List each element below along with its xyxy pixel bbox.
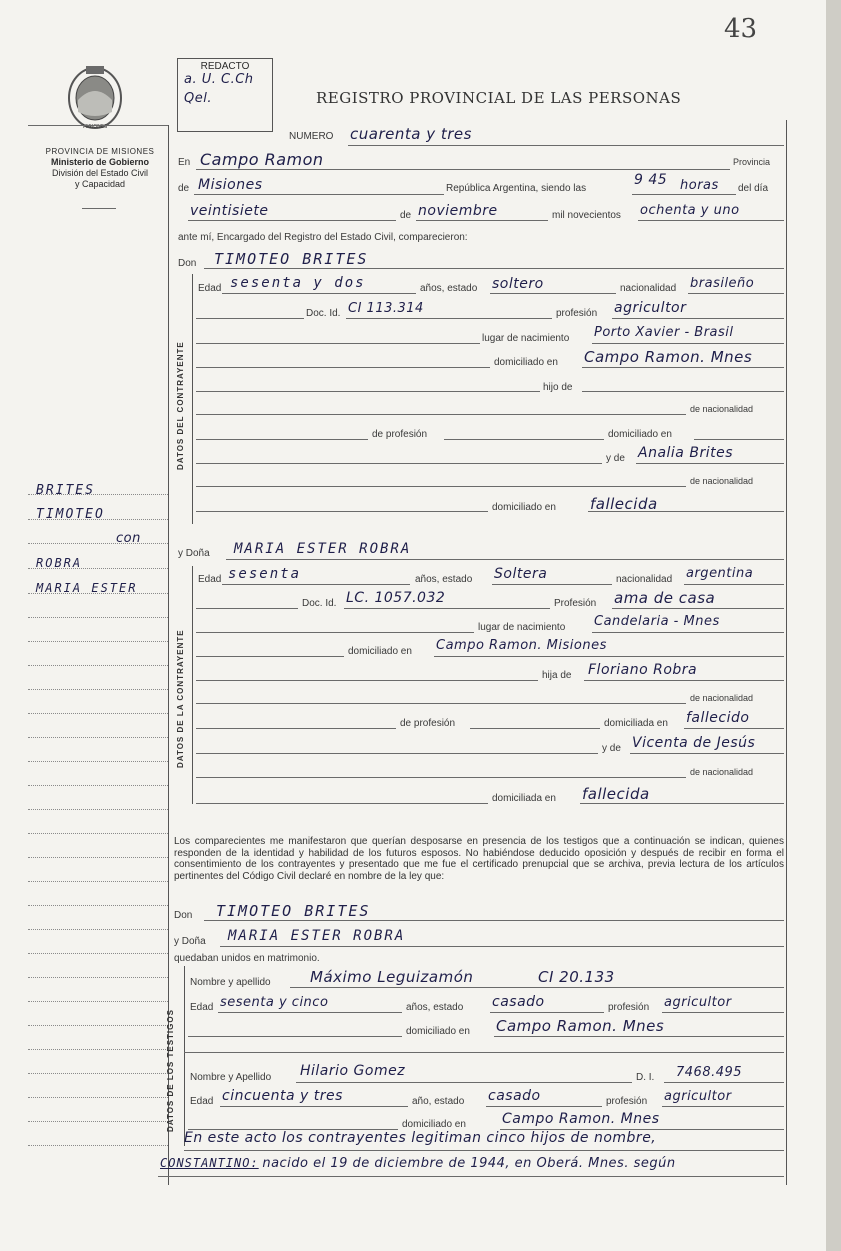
bride-lugar-label: lugar de nacimiento <box>478 622 566 633</box>
groom-estado-value: soltero <box>492 276 544 292</box>
bride-domiciliada-label: domiciliada en <box>604 718 668 729</box>
groom-domiciliado-en-label: domiciliado en <box>608 429 672 440</box>
w2-dom-label: domiciliado en <box>402 1119 466 1130</box>
ante-text: ante mí, Encargado del Registro del Estado Civil, comparecieron: <box>178 232 468 243</box>
month-value: noviembre <box>418 203 498 219</box>
bride-nac-label-2: de nacionalidad <box>690 767 754 777</box>
margin-top-rule <box>28 125 168 126</box>
w2-profesion-value: agricultor <box>664 1089 732 1104</box>
w1-profesion-value: agricultor <box>664 995 732 1010</box>
bride-nacionalidad-label: nacionalidad <box>616 574 673 585</box>
bride-profesion-value: ama de casa <box>614 589 716 607</box>
republica-label: República Argentina, siendo las <box>446 183 587 194</box>
note-line-2 <box>160 1155 676 1171</box>
numero-label: NUMERO <box>289 131 334 142</box>
groom-profesion-label: profesión <box>556 308 598 319</box>
w1-anos-label: años, estado <box>406 1002 464 1013</box>
w1-nombre-label: Nombre y apellido <box>190 977 271 988</box>
groom-nac-label: de nacionalidad <box>690 404 754 414</box>
w2-estado-value: casado <box>488 1088 541 1104</box>
groom-nacionalidad-label: nacionalidad <box>620 283 677 294</box>
redacto-note-2: Qel. <box>184 91 212 106</box>
w2-profesion-label: profesión <box>606 1096 648 1107</box>
right-border <box>786 120 787 1185</box>
groom-nac-label-2: de nacionalidad <box>690 476 754 486</box>
quedaban-text: quedaban unidos en matrimonio. <box>174 953 320 964</box>
bride-edad-label: Edad <box>198 574 222 585</box>
bride-side-label: DATOS DE LA CONTRAYENTE <box>176 629 185 768</box>
bride-nacionalidad-value: argentina <box>686 566 754 581</box>
w2-nombre-label: Nombre y Apellido <box>190 1072 272 1083</box>
w2-dom-value: Campo Ramon. Mnes <box>502 1111 660 1127</box>
margin-name-1: BRITES <box>36 483 95 498</box>
groom-domicilio-label: domiciliado en <box>494 357 558 368</box>
groom-nacionalidad-value: brasileño <box>690 276 755 291</box>
groom-de-profesion-label: de profesión <box>372 429 428 440</box>
bride-estado-value: Soltera <box>494 566 548 582</box>
groom-y-de-label: y de <box>606 453 625 464</box>
w2-di-label: D. I. <box>636 1072 655 1083</box>
w2-anos-label: año, estado <box>412 1096 465 1107</box>
groom-section-rule <box>192 274 193 524</box>
margin-name-3: con <box>116 531 141 546</box>
office-division: División del Estado Civil <box>51 168 149 178</box>
place-value: Campo Ramon <box>200 150 324 169</box>
groom-anos-label: años, estado <box>420 283 478 294</box>
de-label: de <box>178 183 190 194</box>
page-number: 43 <box>724 14 758 44</box>
decl-bride-name: MARIA ESTER ROBRA <box>228 928 406 944</box>
decl-don-label: Don <box>174 910 193 921</box>
day-value: veintisiete <box>190 203 269 219</box>
registry-title: REGISTRO PROVINCIAL DE LAS PERSONAS <box>316 89 682 107</box>
bride-doc-label: Doc. Id. <box>302 598 337 609</box>
w1-profesion-label: profesión <box>608 1002 650 1013</box>
hour-value: 9 45 <box>634 172 668 188</box>
horas-value: horas <box>680 178 719 193</box>
bride-anos-label: años, estado <box>415 574 473 585</box>
bride-domicilio-label: domiciliado en <box>348 646 412 657</box>
bride-section-rule <box>192 566 193 804</box>
groom-name: TIMOTEO BRITES <box>214 250 369 268</box>
groom-profesion-value: agricultor <box>614 300 687 316</box>
bride-lugar-value: Candelaria - Mnes <box>594 614 720 629</box>
margin-name-4: ROBRA <box>36 556 83 570</box>
bride-mother-dom-value: fallecida <box>582 785 650 803</box>
note-child-name: CONSTANTINO: <box>160 1156 259 1170</box>
office-divider <box>82 208 116 209</box>
redacto-label: REDACTO <box>200 61 250 72</box>
decl-groom-name: TIMOTEO BRITES <box>216 902 371 920</box>
redacto-box <box>177 58 273 132</box>
w1-dom-label: domiciliado en <box>406 1026 470 1037</box>
note-line-1: En este acto los contrayentes legitiman cinco hijos de nombre, <box>184 1130 657 1146</box>
groom-doc-label: Doc. Id. <box>306 308 341 319</box>
groom-mother-value: Analia Brites <box>638 445 733 461</box>
w1-dom-value: Campo Ramon. Mnes <box>496 1017 665 1035</box>
provincia-label: Provincia <box>733 157 771 167</box>
numero-value: cuarenta y tres <box>350 125 472 143</box>
bride-hija-label: hija de <box>542 670 572 681</box>
en-label: En <box>178 157 191 168</box>
witness-section-rule <box>184 966 185 1146</box>
bride-profesion-label: Profesión <box>554 598 597 609</box>
groom-side-label: DATOS DEL CONTRAYENTE <box>176 341 185 470</box>
bride-name: MARIA ESTER ROBRA <box>234 541 412 557</box>
w2-di-value: 7468.495 <box>676 1065 743 1080</box>
groom-lugar-label: lugar de nacimiento <box>482 333 570 344</box>
note-child-details: nacido el 19 de diciembre de 1944, en Oberá. Mnes. según <box>262 1156 676 1171</box>
groom-edad-value: sesenta y dos <box>230 275 366 291</box>
bride-dona-label: y Doña <box>178 548 210 559</box>
bride-edad-value: sesenta <box>228 566 302 582</box>
w1-edad-value: sesenta y cinco <box>220 995 329 1010</box>
witness-side-label: DATOS DE LOS TESTIGOS <box>166 1009 175 1132</box>
w1-edad-label: Edad <box>190 1002 214 1013</box>
page-edge <box>826 0 841 1251</box>
bride-domiciliada-label-2: domiciliada en <box>492 793 556 804</box>
year-value: ochenta y uno <box>640 203 740 218</box>
del-dia-label: del día <box>738 183 769 194</box>
bride-father-value: Floriano Robra <box>588 662 698 678</box>
margin-name-2: TIMOTEO <box>36 507 105 522</box>
bride-doc-value: LC. 1057.032 <box>346 590 446 606</box>
seal-text: MISIONES <box>82 124 108 130</box>
office-ministry: Ministerio de Gobierno <box>50 157 149 167</box>
groom-doc-value: CI 113.314 <box>348 301 424 316</box>
office-province: PROVINCIA DE MISIONES <box>45 147 155 156</box>
groom-hijo-label: hijo de <box>543 382 573 393</box>
bride-de-profesion-label: de profesión <box>400 718 456 729</box>
legal-statement: Los comparecientes me manifestaron que querían desposarse en presencia de los testigos que a continuación se indican, quienes responden de la identidad y habilidad de los futuros esposos. No habiéndose deducido oposición y después de recibir en forma el consentimiento de los contrayentes y presentado que me fue el certificado prenupcial que se archiva, previa lectura de los artículos pertinentes del Código Civil declaré en nombre de la ley que: <box>174 836 784 882</box>
bride-mother-value: Vicenta de Jesús <box>632 735 756 751</box>
office-capacity: y Capacidad <box>74 179 126 189</box>
decl-dona-label: y Doña <box>174 936 206 947</box>
w2-nombre-value: Hilario Gomez <box>300 1063 406 1079</box>
w1-ci-value: CI 20.133 <box>538 968 615 986</box>
province-value: Misiones <box>198 177 263 193</box>
groom-lugar-value: Porto Xavier - Brasil <box>594 325 734 340</box>
provincial-seal <box>64 60 126 132</box>
groom-domiciliado-label-2: domiciliado en <box>492 502 556 513</box>
redacto-note-1: a. U. C.Ch <box>184 72 254 87</box>
mil-label: mil novecientos <box>552 210 621 221</box>
bride-domicilio-value: Campo Ramon. Misiones <box>436 638 607 653</box>
groom-edad-label: Edad <box>198 283 222 294</box>
groom-mother-dom-value: fallecida <box>590 495 658 513</box>
bride-father-dom-value: fallecido <box>686 710 750 726</box>
margin-name-5: MARIA ESTER <box>36 581 138 595</box>
bride-y-de-label: y de <box>602 743 621 754</box>
bride-nac-label: de nacionalidad <box>690 693 754 703</box>
w1-estado-value: casado <box>492 994 545 1010</box>
w1-nombre-value: Máximo Leguizamón <box>310 968 474 986</box>
groom-don-label: Don <box>178 258 197 269</box>
groom-domicilio-value: Campo Ramon. Mnes <box>584 348 753 366</box>
office-block <box>30 146 170 190</box>
w2-edad-value: cincuenta y tres <box>222 1088 343 1104</box>
w2-edad-label: Edad <box>190 1096 214 1107</box>
de-label-2: de <box>400 210 412 221</box>
